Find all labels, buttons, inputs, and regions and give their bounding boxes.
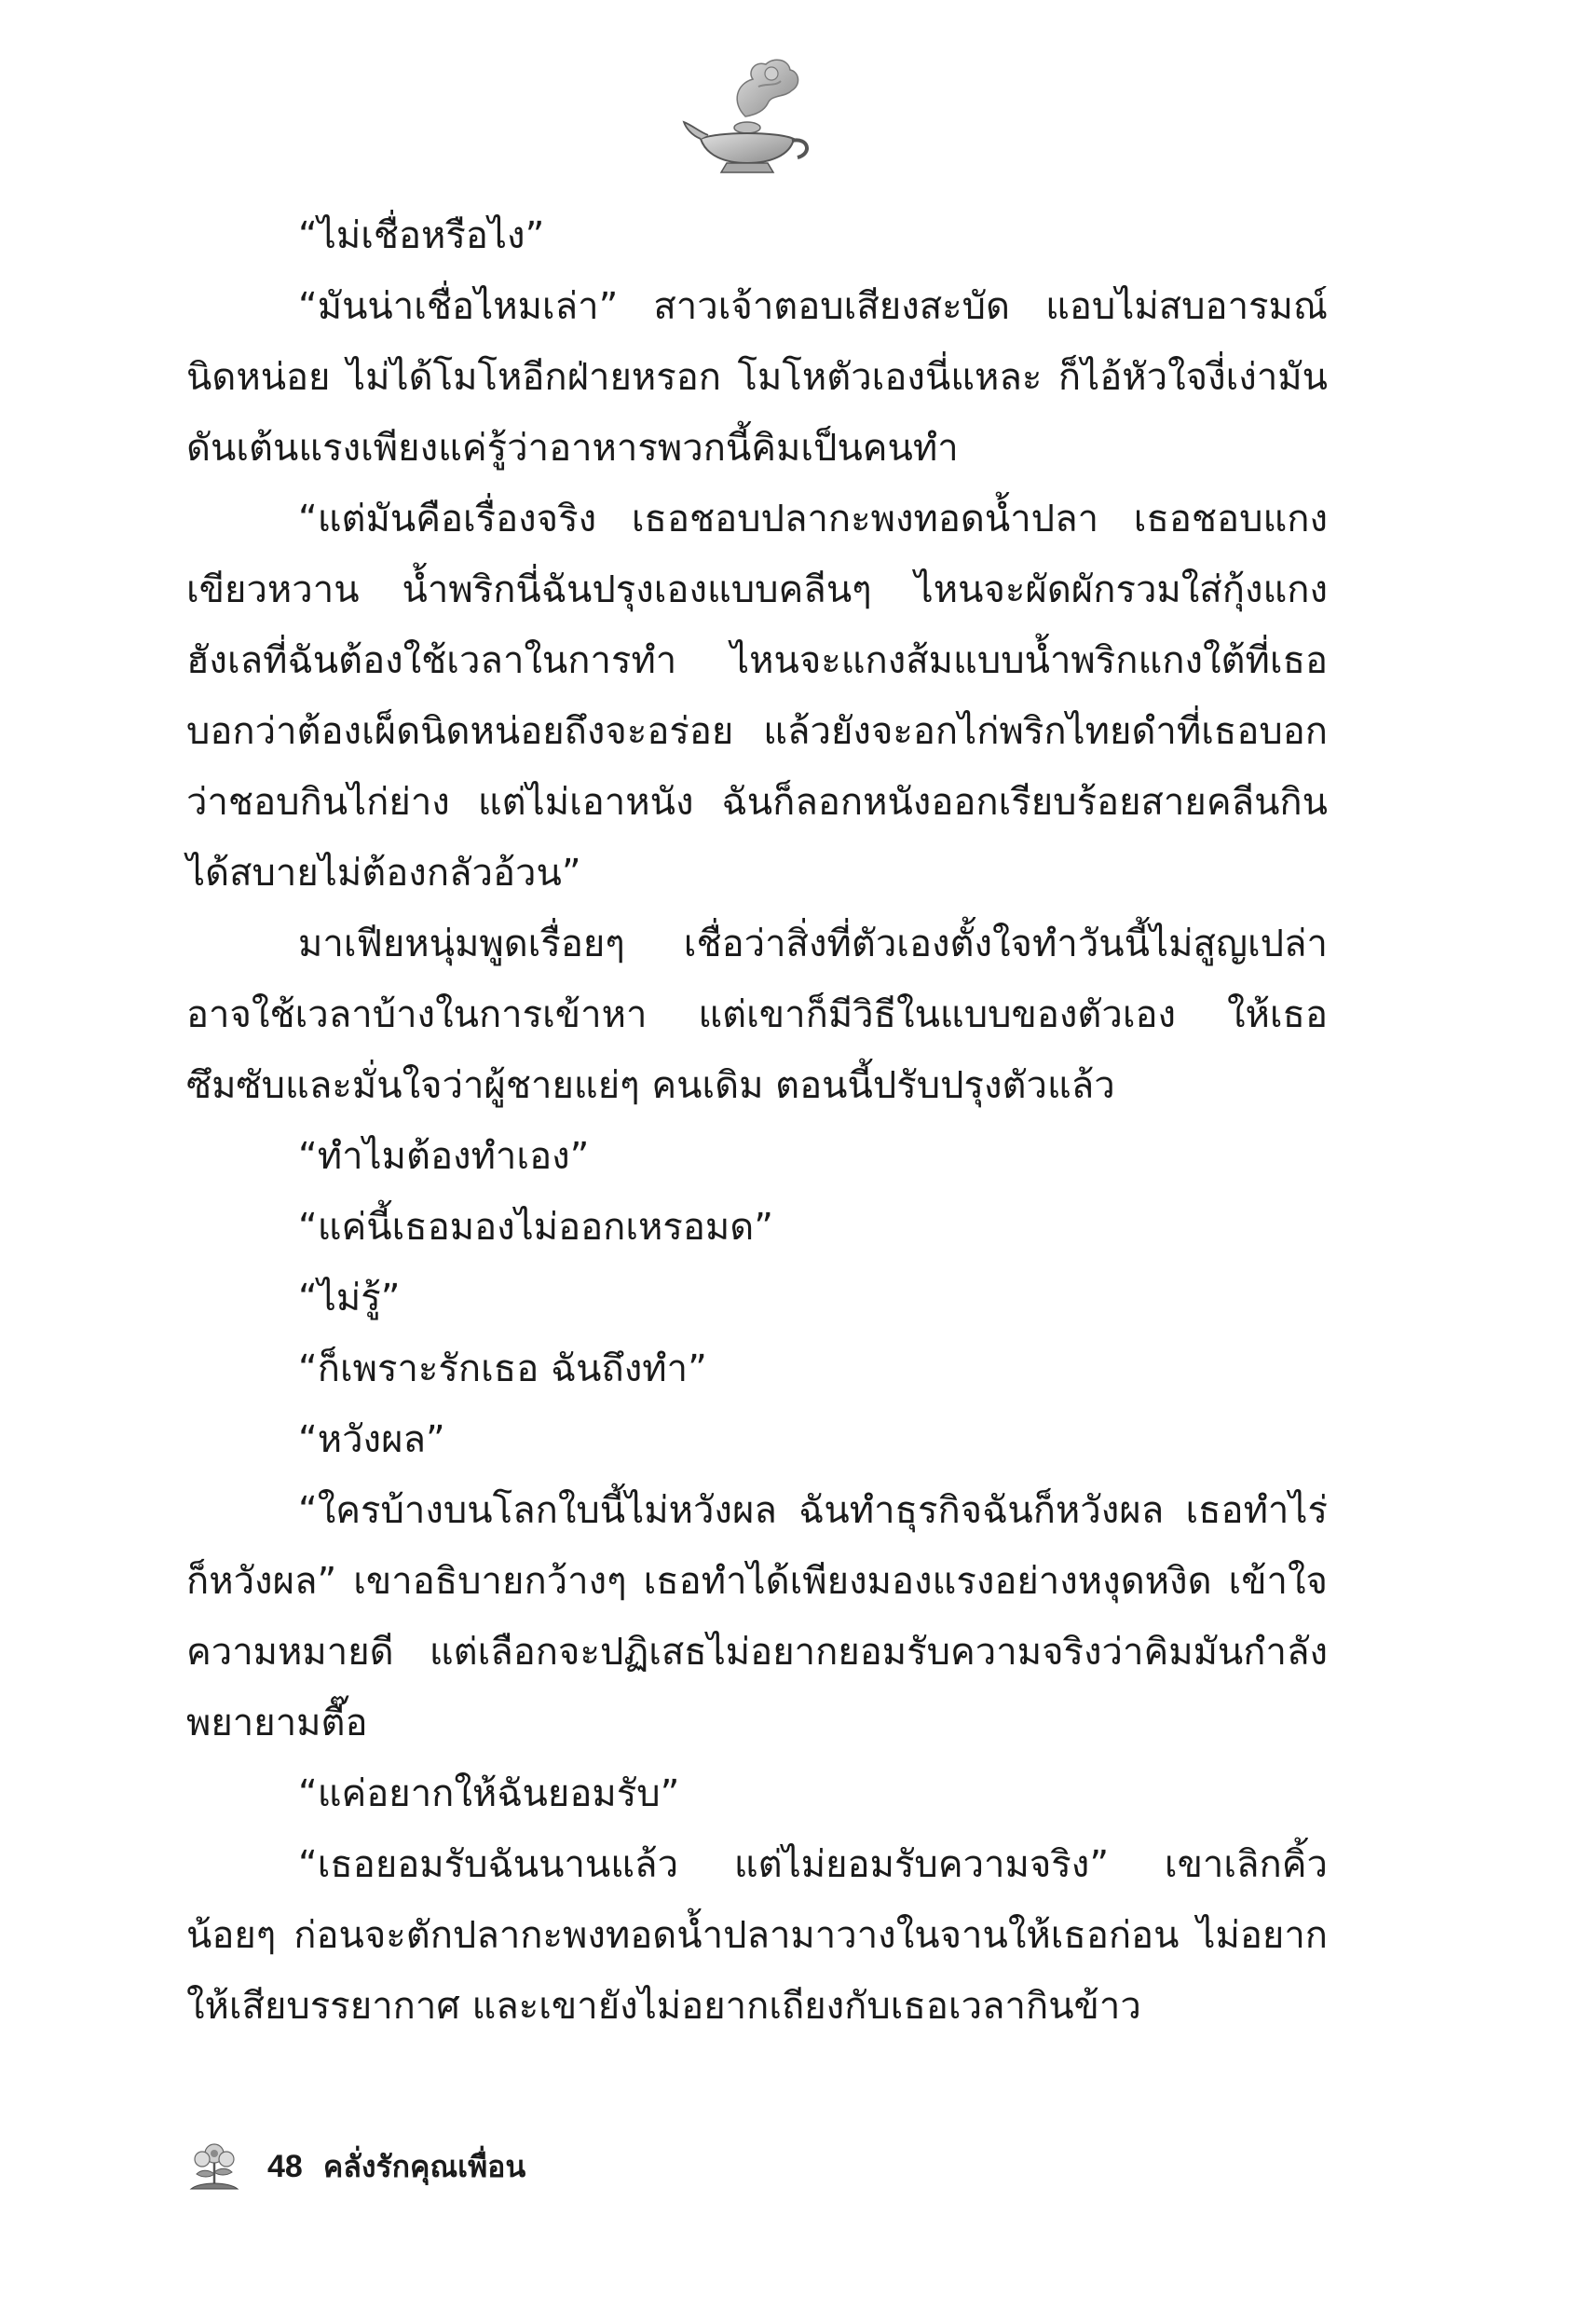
flower-bouquet-icon xyxy=(182,2139,247,2195)
paragraph: “แค่อยากให้ฉันยอมรับ” xyxy=(298,1772,680,1815)
page-footer xyxy=(182,2139,525,2195)
paragraph: “หวังผล” xyxy=(298,1418,445,1461)
paragraph: “ไม่รู้” xyxy=(298,1277,401,1320)
paragraph: “แค่นี้เธอมองไม่ออกเหรอมด” xyxy=(298,1206,773,1249)
magic-lamp-genie-icon xyxy=(680,51,820,182)
page-number: 48 xyxy=(267,2148,303,2184)
paragraph: “แต่มันคือเรื่องจริง เธอชอบปลากะพงทอดน้ำปลา เธอชอบแกงเขียวหวาน น้ำพริกนี่ฉันปรุงเองแบบคลีนๆ ไหนจะผัดผักรวมใส่กุ้งแกงฮังเลที่ฉันต้องใช้เวลาในการทำ ไหนจะแกงส้มแบบน้ำพริกแกงใต้ที่เธอบอกว่าต้องเผ็ดนิดหน่อยถึงจะอร่อย แล้วยังจะอกไก่พริกไทยดำที่เธอบอกว่าชอบกินไก่ย่าง แต่ไม่เอาหนัง ฉันก็ลอกหนังออกเรียบร้อยสายคลีนกินได้สบายไม่ต้องกลัวอ้วน” xyxy=(186,498,1328,895)
paragraph: “ไม่เชื่อหรือไง” xyxy=(298,214,545,257)
body-text xyxy=(186,200,1328,2042)
paragraph: “ใครบ้างบนโลกใบนี้ไม่หวังผล ฉันทำธุรกิจฉันก็หวังผล เธอทำไร่ ก็หวังผล” เขาอธิบายกว้างๆ เธอทำได้เพียงมองแรงอย่างหงุดหงิด เข้าใจความหมายดี แต่เลือกจะปฏิเสธไม่อยากยอมรับความจริงว่าคิมมันกำลังพยายามตื๊อ xyxy=(186,1489,1328,1744)
paragraph: “ก็เพราะรักเธอ ฉันถึงทำ” xyxy=(298,1347,707,1390)
paragraph: “มันน่าเชื่อไหมเล่า” สาวเจ้าตอบเสียงสะบัด แอบไม่สบอารมณ์นิดหน่อย ไม่ได้โมโหอีกฝ่ายหรอก โมโหตัวเองนี่แหละ ก็ไอ้หัวใจงี่เง่ามันดันเต้นแรงเพียงแค่รู้ว่าอาหารพวกนี้คิมเป็นคนทำ xyxy=(186,285,1328,470)
paragraph: “ทำไมต้องทำเอง” xyxy=(298,1135,590,1178)
book-title: คลั่งรักคุณเพื่อน xyxy=(322,2148,526,2184)
paragraph: “เธอยอมรับฉันนานแล้ว แต่ไม่ยอมรับความจริง” เขาเลิกคิ้วน้อยๆ ก่อนจะตักปลากะพงทอดน้ำปลามาวางในจานให้เธอก่อน ไม่อยากให้เสียบรรยากาศ และเขายังไม่อยากเถียงกับเธอเวลากินข้าว xyxy=(186,1843,1328,2028)
paragraph: มาเฟียหนุ่มพูดเรื่อยๆ เชื่อว่าสิ่งที่ตัวเองตั้งใจทำวันนี้ไม่สูญเปล่าอาจใช้เวลาบ้างในการเข้าหา แต่เขาก็มีวิธีในแบบของตัวเอง ให้เธอซึมซับและมั่นใจว่าผู้ชายแย่ๆ คนเดิม ตอนนี้ปรับปรุงตัวแล้ว xyxy=(186,923,1328,1107)
